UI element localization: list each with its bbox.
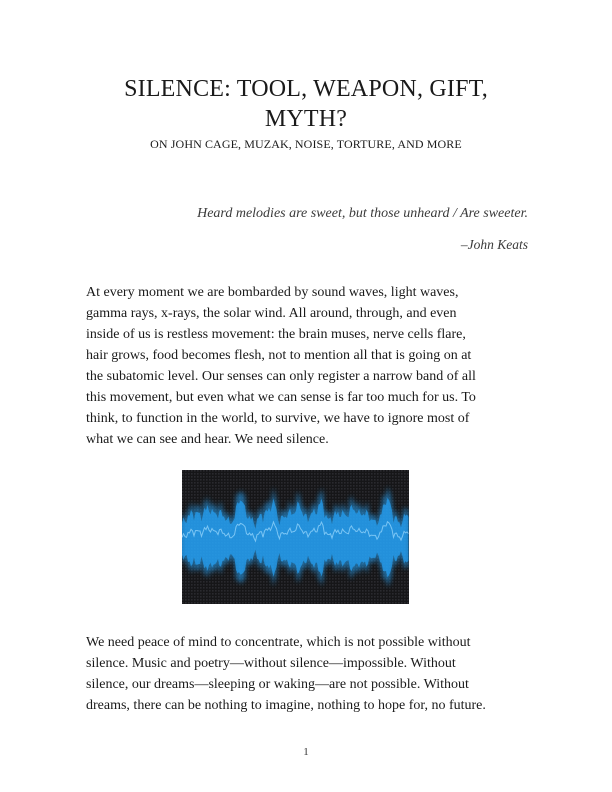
- page-number: 1: [303, 746, 309, 758]
- text-line: dreams, there can be nothing to imagine, nothing to hope for, no future.: [86, 698, 486, 713]
- text-line: what we can see and hear. We need silence.: [86, 432, 329, 447]
- text-line: this movement, but even what we can sense is far too much for us. To: [86, 390, 476, 405]
- text-line: think, to function in the world, to survive, we have to ignore most of: [86, 411, 470, 426]
- text-line: the subatomic level. Our senses can only register a narrow band of all: [86, 369, 476, 384]
- text-line: hair grows, food becomes flesh, not to mention all that is going on at: [86, 348, 472, 363]
- text-line: silence, our dreams—sleeping or waking—are not possible. Without: [86, 677, 469, 692]
- title-line-2: MYTH?: [264, 106, 348, 132]
- sound-wave-image: [182, 470, 409, 604]
- text-line: inside of us is restless movement: the brain muses, nerve cells flare,: [86, 327, 466, 342]
- text-line: At every moment we are bombarded by sound waves, light waves,: [86, 285, 459, 300]
- epigraph-attribution: –John Keats: [460, 237, 528, 252]
- text-line: We need peace of mind to concentrate, which is not possible without: [86, 635, 471, 650]
- text-line: silence. Music and poetry—without silence—impossible. Without: [86, 656, 456, 671]
- body-paragraph-2: [86, 632, 536, 716]
- document-title: [60, 74, 552, 134]
- title-line-1: SILENCE: TOOL, WEAPON, GIFT,: [124, 76, 488, 102]
- epigraph-quote: Heard melodies are sweet, but those unheard / Are sweeter.: [197, 206, 528, 221]
- document-subtitle: ON JOHN CAGE, MUZAK, NOISE, TORTURE, AND MORE: [150, 137, 462, 151]
- body-paragraph-1: [86, 282, 536, 450]
- text-line: gamma rays, x-rays, the solar wind. All around, through, and even: [86, 306, 457, 321]
